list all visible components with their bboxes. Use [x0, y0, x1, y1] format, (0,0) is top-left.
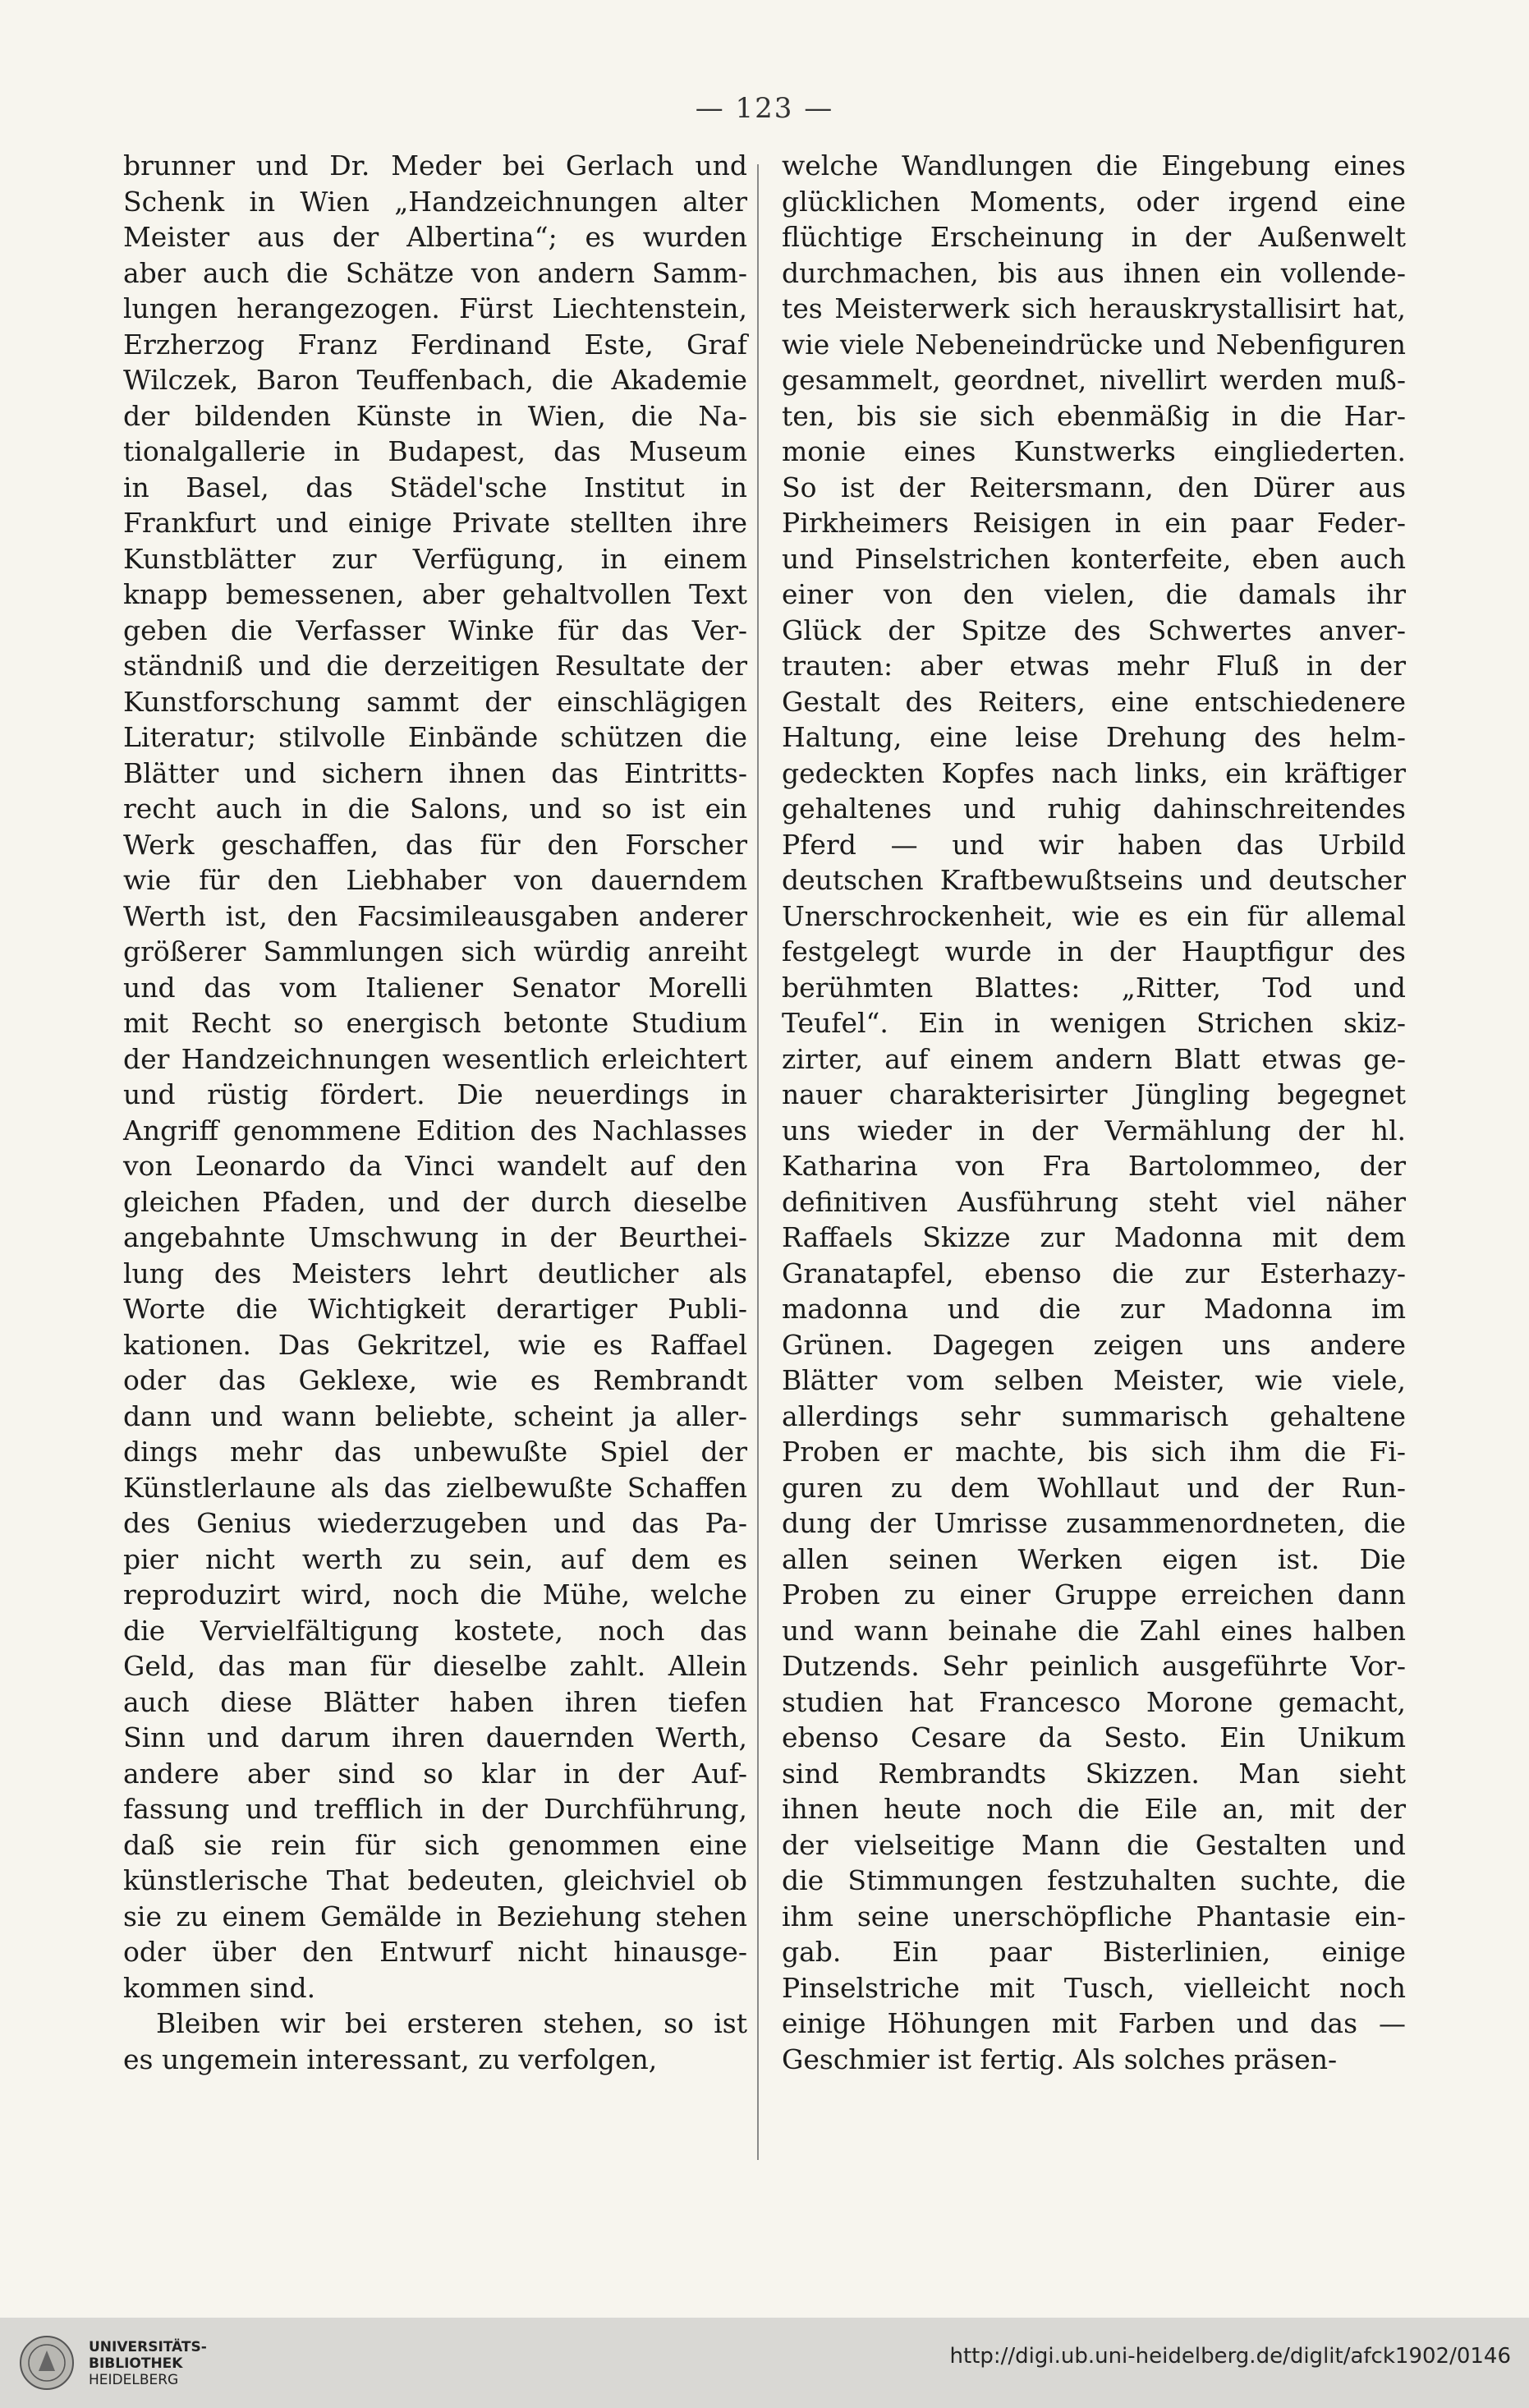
- text-line: [782, 1542, 1406, 1578]
- text-line-content: Pirkheimers Reisigen in ein paar Feder-: [782, 507, 1406, 539]
- text-line-content: es ungemein interessant, zu verfolgen,: [123, 2043, 658, 2075]
- text-line-content: in Basel, das Städel'sche Institut in: [123, 471, 747, 503]
- text-line-content: Bleiben wir bei ersteren stehen, so ist: [156, 2007, 747, 2039]
- text-line: [782, 362, 1406, 398]
- text-line: [123, 1934, 747, 1970]
- text-line: [782, 827, 1406, 863]
- text-line-content: und das vom Italiener Senator Morelli: [123, 971, 747, 1004]
- text-line: [123, 219, 747, 255]
- text-line-content: zirter, auf einem andern Blatt etwas ge-: [782, 1042, 1406, 1075]
- text-line-content: die Stimmungen festzuhalten suchte, die: [782, 1864, 1406, 1896]
- text-line: [782, 1113, 1406, 1149]
- text-line-content: lung des Meisters lehrt deutlicher als: [123, 1257, 747, 1289]
- text-line-content: Granatapfel, ebenso die zur Esterhazy-: [782, 1257, 1406, 1289]
- text-line: [123, 1005, 747, 1041]
- text-line-content: Kunstforschung sammt der einschlägigen: [123, 685, 747, 718]
- text-line: [123, 1077, 747, 1113]
- text-line: [123, 1470, 747, 1506]
- text-line-content: durchmachen, bis aus ihnen ein vollende-: [782, 256, 1406, 289]
- text-line: [782, 2006, 1406, 2042]
- text-line: [782, 648, 1406, 684]
- text-line-content: glücklichen Moments, oder irgend eine: [782, 185, 1406, 218]
- text-line-content: Frankfurt und einige Private stellten ihre: [123, 507, 747, 539]
- column-divider: [757, 164, 759, 2160]
- text-line: [123, 327, 747, 363]
- text-line: [782, 1791, 1406, 1827]
- text-line: [782, 1934, 1406, 1970]
- text-line-content: gehaltenes und ruhig dahinschreitendes: [782, 793, 1406, 825]
- text-line: [782, 1863, 1406, 1899]
- text-line-content: und wann beinahe die Zahl eines halben: [782, 1614, 1406, 1647]
- text-line: [123, 970, 747, 1006]
- text-line: [123, 898, 747, 935]
- text-line-content: dung der Umrisse zusammenordneten, die: [782, 1507, 1406, 1539]
- text-line: [782, 148, 1406, 184]
- text-line: [782, 470, 1406, 506]
- text-line-content: ten, bis sie sich ebenmäßig in die Har-: [782, 399, 1406, 432]
- text-line-content: oder das Geklexe, wie es Rembrandt: [123, 1364, 747, 1396]
- text-line: [782, 1041, 1406, 1078]
- text-line: [123, 1256, 747, 1292]
- text-line: [123, 719, 747, 756]
- text-line-content: dann und wann beliebte, scheint ja aller-: [123, 1399, 747, 1432]
- text-line: [782, 1399, 1406, 1435]
- text-line-content: von Leonardo da Vinci wandelt auf den: [123, 1150, 747, 1182]
- library-footer-bar: [0, 2318, 1529, 2408]
- text-line: [123, 1899, 747, 1935]
- text-line-content: trauten: aber etwas mehr Fluß in der: [782, 650, 1406, 682]
- text-line: [123, 1542, 747, 1578]
- library-name-line1: UNIVERSITÄTS-: [89, 2339, 207, 2355]
- text-line-content: Gestalt des Reiters, eine entschiedenere: [782, 685, 1406, 718]
- text-line-content: Teufel“. Ein in wenigen Strichen skiz-: [782, 1007, 1406, 1039]
- text-line: [123, 2006, 747, 2042]
- text-line: [782, 1256, 1406, 1292]
- text-line: [123, 1791, 747, 1827]
- text-line: [782, 434, 1406, 470]
- library-name-line2: BIBLIOTHEK: [89, 2355, 183, 2372]
- text-line-content: oder über den Entwurf nicht hinausge-: [123, 1936, 747, 1968]
- text-line-content: auch diese Blätter haben ihren tiefen: [123, 1685, 747, 1718]
- text-line: [782, 1220, 1406, 1256]
- text-line-content: Literatur; stilvolle Einbände schützen die: [123, 721, 747, 753]
- text-line: [123, 1720, 747, 1756]
- text-line-content: Meister aus der Albertina“; es wurden: [123, 221, 747, 253]
- text-line: [123, 577, 747, 613]
- text-line: [123, 1363, 747, 1399]
- text-line-content: wie viele Nebeneindrücke und Nebenfiguren: [782, 328, 1406, 361]
- text-line-content: wie für den Liebhaber von dauerndem: [123, 864, 747, 896]
- text-line-content: Geld, das man für dieselbe zahlt. Allein: [123, 1650, 747, 1682]
- text-line: [123, 1827, 747, 1863]
- text-line: [123, 398, 747, 434]
- text-line-content: Grünen. Dagegen zeigen uns andere: [782, 1328, 1406, 1361]
- text-line-content: madonna und die zur Madonna im: [782, 1293, 1406, 1325]
- left-text-column: [123, 148, 747, 2077]
- text-line-content: tionalgallerie in Budapest, das Museum: [123, 435, 747, 467]
- text-line-content: andere aber sind so klar in der Auf-: [123, 1757, 747, 1790]
- text-line: [782, 1756, 1406, 1792]
- text-line-content: Raffaels Skizze zur Madonna mit dem: [782, 1221, 1406, 1253]
- text-line-content: sie zu einem Gemälde in Beziehung stehen: [123, 1900, 747, 1932]
- text-line-content: welche Wandlungen die Eingebung eines: [782, 149, 1406, 182]
- text-line: [782, 1827, 1406, 1863]
- text-line-content: Angriff genommene Edition des Nachlasses: [123, 1114, 747, 1147]
- text-line-content: Blätter und sichern ihnen das Eintritts-: [123, 756, 747, 789]
- text-line: [782, 1577, 1406, 1613]
- text-line-content: des Genius wiederzugeben und das Pa-: [123, 1507, 747, 1539]
- text-line: [782, 1899, 1406, 1935]
- text-line-content: der Handzeichnungen wesentlich erleichtert: [123, 1042, 747, 1075]
- text-line-content: größerer Sammlungen sich würdig anreiht: [123, 935, 747, 967]
- text-line: [123, 1113, 747, 1149]
- text-line-content: uns wieder in der Vermählung der hl.: [782, 1114, 1406, 1147]
- text-line: [782, 719, 1406, 756]
- text-line-content: ständniß und die derzeitigen Resultate der: [123, 650, 747, 682]
- text-line-content: gab. Ein paar Bisterlinien, einige: [782, 1936, 1406, 1968]
- text-line: [782, 184, 1406, 220]
- text-line-content: sind Rembrandts Skizzen. Man sieht: [782, 1757, 1406, 1790]
- text-line: [123, 1613, 747, 1649]
- source-url[interactable]: http://digi.ub.uni-heidelberg.de/diglit/afck1902/0146: [949, 2344, 1511, 2369]
- text-line: [782, 1613, 1406, 1649]
- text-line-content: Erzherzog Franz Ferdinand Este, Graf: [123, 328, 747, 361]
- text-line: [782, 613, 1406, 649]
- text-line: [123, 1327, 747, 1363]
- text-line-content: Proben zu einer Gruppe erreichen dann: [782, 1579, 1406, 1611]
- text-line: [123, 791, 747, 827]
- text-line: [782, 1184, 1406, 1220]
- text-line: [123, 827, 747, 863]
- text-line-content: Schenk in Wien „Handzeichnungen alter: [123, 185, 747, 218]
- text-line: [123, 148, 747, 184]
- text-line: [123, 1220, 747, 1256]
- text-line: [782, 1648, 1406, 1684]
- text-line: [782, 862, 1406, 898]
- text-line-content: kommen sind.: [123, 1971, 316, 2004]
- text-line: [782, 541, 1406, 577]
- text-line-content: flüchtige Erscheinung in der Außenwelt: [782, 221, 1406, 253]
- text-line-content: ebenso Cesare da Sesto. Ein Unikum: [782, 1721, 1406, 1753]
- text-line-content: Glück der Spitze des Schwertes anver-: [782, 613, 1406, 646]
- text-line-content: allerdings sehr summarisch gehaltene: [782, 1399, 1406, 1432]
- text-line-content: knapp bemessenen, aber gehaltvollen Text: [123, 578, 747, 610]
- text-line: [782, 505, 1406, 541]
- text-line: [782, 1077, 1406, 1113]
- text-line-content: So ist der Reitersmann, den Dürer aus: [782, 471, 1406, 503]
- text-line-content: der bildenden Künste in Wien, die Na-: [123, 399, 747, 432]
- text-line-content: gesammelt, geordnet, nivellirt werden muß-: [782, 364, 1406, 396]
- text-line: [123, 1577, 747, 1613]
- text-line: [123, 1863, 747, 1899]
- text-line-content: definitiven Ausführung steht viel näher: [782, 1185, 1406, 1218]
- text-line: [123, 2042, 747, 2078]
- text-line: [123, 291, 747, 327]
- text-line-content: gleichen Pfaden, und der durch dieselbe: [123, 1185, 747, 1218]
- text-line: [123, 862, 747, 898]
- text-line: [782, 327, 1406, 363]
- text-line: [782, 684, 1406, 720]
- text-line: [123, 684, 747, 720]
- text-line-content: Pinselstriche mit Tusch, vielleicht noch: [782, 1971, 1406, 2004]
- text-line: [782, 398, 1406, 434]
- text-line: [123, 470, 747, 506]
- text-line-content: geben die Verfasser Winke für das Ver-: [123, 613, 747, 646]
- text-line-content: Unerschrockenheit, wie es ein für allemal: [782, 899, 1406, 932]
- university-seal-icon: [18, 2334, 76, 2392]
- text-line-content: einer von den vielen, die damals ihr: [782, 578, 1406, 610]
- library-name: [89, 2339, 207, 2388]
- text-line-content: studien hat Francesco Morone gemacht,: [782, 1685, 1406, 1718]
- text-line-content: kationen. Das Gekritzel, wie es Raffael: [123, 1328, 747, 1361]
- text-line-content: gedeckten Kopfes nach links, ein kräftiger: [782, 756, 1406, 789]
- text-line-content: Worte die Wichtigkeit derartiger Publi-: [123, 1293, 747, 1325]
- text-line: [123, 934, 747, 970]
- text-line-content: und rüstig fördert. Die neuerdings in: [123, 1078, 747, 1110]
- text-line: [782, 1148, 1406, 1184]
- right-text-column: [782, 148, 1406, 2077]
- text-line: [782, 1970, 1406, 2006]
- text-line-content: Sinn und darum ihren dauernden Werth,: [123, 1721, 747, 1753]
- text-line: [782, 2042, 1406, 2078]
- text-line-content: einige Höhungen mit Farben und das —: [782, 2007, 1406, 2039]
- text-line: [123, 505, 747, 541]
- text-line: [123, 362, 747, 398]
- text-line: [123, 434, 747, 470]
- text-line: [123, 255, 747, 292]
- text-line-content: dings mehr das unbewußte Spiel der: [123, 1436, 747, 1468]
- text-line-content: angebahnte Umschwung in der Beurthei-: [123, 1221, 747, 1253]
- text-line-content: Geschmier ist fertig. Als solches präsen-: [782, 2043, 1338, 2075]
- text-line: [782, 1291, 1406, 1327]
- text-line: [123, 1399, 747, 1435]
- text-line: [123, 1184, 747, 1220]
- text-line-content: Proben er machte, bis sich ihm die Fi-: [782, 1436, 1406, 1468]
- text-line: [782, 1327, 1406, 1363]
- text-line-content: Dutzends. Sehr peinlich ausgeführte Vor-: [782, 1650, 1406, 1682]
- text-line-content: der vielseitige Mann die Gestalten und: [782, 1828, 1406, 1861]
- text-line: [782, 1684, 1406, 1721]
- text-line-content: Katharina von Fra Bartolommeo, der: [782, 1150, 1406, 1182]
- text-line: [782, 1720, 1406, 1756]
- text-line: [123, 1041, 747, 1078]
- text-line-content: Werk geschaffen, das für den Forscher: [123, 828, 747, 861]
- text-line-content: Werth ist, den Facsimileausgaben anderer: [123, 899, 747, 932]
- text-line: [123, 1434, 747, 1470]
- text-line-content: ihm seine unerschöpfliche Phantasie ein-: [782, 1900, 1406, 1932]
- text-line: [123, 1648, 747, 1684]
- text-line-content: die Vervielfältigung kostete, noch das: [123, 1614, 747, 1647]
- text-line: [123, 613, 747, 649]
- text-line: [782, 1005, 1406, 1041]
- text-line: [782, 970, 1406, 1006]
- library-name-line3: HEIDELBERG: [89, 2372, 179, 2388]
- text-line-content: Künstlerlaune als das zielbewußte Schaffen: [123, 1471, 747, 1504]
- page-number: — 123 —: [695, 92, 834, 125]
- text-line-content: lungen herangezogen. Fürst Liechtenstein,: [123, 292, 747, 324]
- text-line: [782, 577, 1406, 613]
- text-line-content: aber auch die Schätze von andern Samm-: [123, 256, 747, 289]
- text-line-content: monie eines Kunstwerks eingliederten.: [782, 435, 1406, 467]
- text-line: [782, 291, 1406, 327]
- text-line: [782, 791, 1406, 827]
- text-line-content: mit Recht so energisch betonte Studium: [123, 1007, 747, 1039]
- text-line-content: Haltung, eine leise Drehung des helm-: [782, 721, 1406, 753]
- text-line-content: reproduzirt wird, noch die Mühe, welche: [123, 1579, 747, 1611]
- text-line: [782, 1363, 1406, 1399]
- text-line-content: daß sie rein für sich genommen eine: [123, 1828, 747, 1861]
- text-line-content: tes Meisterwerk sich herauskrystallisirt hat,: [782, 292, 1406, 324]
- text-line-content: Wilczek, Baron Teuffenbach, die Akademie: [123, 364, 747, 396]
- text-line-content: künstlerische That bedeuten, gleichviel ob: [123, 1864, 747, 1896]
- text-line: [782, 255, 1406, 292]
- text-line-content: ihnen heute noch die Eile an, mit der: [782, 1793, 1406, 1825]
- text-line-content: fassung und trefflich in der Durchführung,: [123, 1793, 747, 1825]
- text-line-content: recht auch in die Salons, und so ist ein: [123, 793, 747, 825]
- text-line: [782, 756, 1406, 792]
- text-line: [123, 541, 747, 577]
- text-line-content: deutschen Kraftbewußtseins und deutscher: [782, 864, 1406, 896]
- text-line-content: pier nicht werth zu sein, auf dem es: [123, 1542, 747, 1575]
- text-line: [123, 1756, 747, 1792]
- text-line: [782, 1434, 1406, 1470]
- text-line: [123, 648, 747, 684]
- text-line-content: Blätter vom selben Meister, wie viele,: [782, 1364, 1406, 1396]
- text-line-content: festgelegt wurde in der Hauptfigur des: [782, 935, 1406, 967]
- text-line: [123, 756, 747, 792]
- text-line: [782, 1505, 1406, 1542]
- text-line: [123, 1684, 747, 1721]
- text-line-content: Kunstblätter zur Verfügung, in einem: [123, 542, 747, 575]
- text-line-content: und Pinselstrichen konterfeite, eben auch: [782, 542, 1406, 575]
- text-line: [782, 219, 1406, 255]
- text-line: [123, 1970, 747, 2006]
- text-line-content: Pferd — und wir haben das Urbild: [782, 828, 1406, 861]
- text-line: [123, 1291, 747, 1327]
- text-line-content: brunner und Dr. Meder bei Gerlach und: [123, 149, 747, 182]
- text-line-content: berühmten Blattes: „Ritter, Tod und: [782, 971, 1406, 1004]
- text-line: [782, 898, 1406, 935]
- text-line-content: allen seinen Werken eigen ist. Die: [782, 1542, 1406, 1575]
- text-line: [123, 1148, 747, 1184]
- text-line: [123, 184, 747, 220]
- text-line: [782, 1470, 1406, 1506]
- text-line: [123, 1505, 747, 1542]
- text-line-content: nauer charakterisirter Jüngling begegnet: [782, 1078, 1406, 1110]
- text-line: [782, 934, 1406, 970]
- text-line-content: guren zu dem Wohllaut und der Run-: [782, 1471, 1406, 1504]
